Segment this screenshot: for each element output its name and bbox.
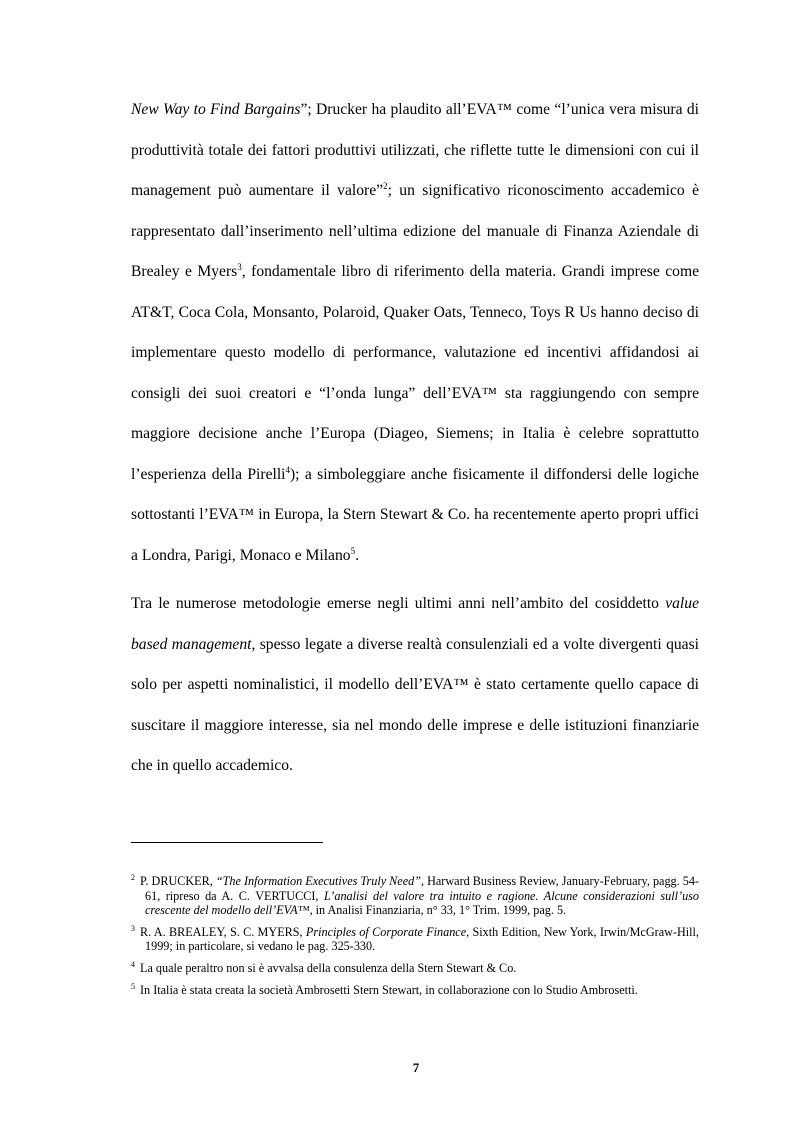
footnote-title: “The Information Executives Truly Need” xyxy=(215,874,421,888)
footnote-3 xyxy=(131,925,699,954)
footnote-text: , Harward Business Review, January-February, pagg. 54-61, ripreso da A. C. VERTUCCI, xyxy=(145,874,699,903)
footnote-separator xyxy=(131,842,323,843)
paragraph-1-text-c: , fondamentale libro di riferimento della materia. Grandi imprese come AT&T, Coca Cola, Monsanto, Polaroid, Quaker Oats, Tenneco, Toys R Us hanno deciso di implementare questo modello di performance, valutazione ed incentivi affidandosi ai consigli dei suoi creatori e “l’onda lunga” dell’EVA™ sta raggiungendo con sempre maggiore decisione anche l’Europa (Diageo, Siemens; in Italia è celebre soprattutto l’esperienza della Pirelli xyxy=(131,263,699,483)
footnote-title: L’analisi del valore tra intuito e ragione. Alcune considerazioni sull’uso crescente del modello dell’EVA™ xyxy=(145,888,699,918)
footnote-number: 5 xyxy=(131,981,135,991)
paragraph-1 xyxy=(131,90,699,576)
footnote-2 xyxy=(131,874,699,918)
footnote-number: 2 xyxy=(131,873,135,882)
footnote-number: 3 xyxy=(131,923,135,933)
footnote-ref-3[interactable]: 3 xyxy=(237,262,242,272)
paragraph-1-text-e: . xyxy=(355,546,359,564)
paragraph-2 xyxy=(131,584,699,787)
footnote-ref-4[interactable]: 4 xyxy=(285,464,290,475)
footnote-4 xyxy=(131,961,699,976)
paragraph-1-title: New Way to Find Bargains xyxy=(131,101,301,118)
main-text xyxy=(131,90,699,787)
footnotes xyxy=(131,874,699,1004)
paragraph-1-text-b: ; un significativo riconoscimento accademico è rappresentato dall’inserimento nell’ultima edizione del manuale di Finanza Aziendale di Brealey e Myers xyxy=(131,182,700,280)
footnote-5 xyxy=(131,983,699,998)
page-number: 7 xyxy=(412,1060,420,1075)
footnote-text: , in Analisi Finanziaria, n° 33, 1° Trim. 1999, pag. 5. xyxy=(309,903,567,918)
footnote-number: 4 xyxy=(131,959,135,969)
footnote-ref-5[interactable]: 5 xyxy=(350,545,356,556)
footnote-text: P. DRUCKER, xyxy=(140,874,216,888)
paragraph-2-term: value based management xyxy=(131,595,699,653)
footnote-ref-2[interactable]: 2 xyxy=(383,181,388,191)
footnote-text: , Sixth Edition, New York, Irwin/McGraw-Hill, 1999; in particolare, si vedano le pag. 325-330. xyxy=(145,924,699,954)
paragraph-1-text-d: ); a simboleggiare anche fisicamente il diffondersi delle logiche sottostanti l’EVA™ in Europa, la Stern Stewart & Co. ha recentemente aperto propri uffici a Londra, Parigi, Monaco e Milano xyxy=(131,465,699,564)
paragraph-2-text-b: , spesso legate a diverse realtà consulenziali ed a volte divergenti quasi solo per aspetti nominalistici, il modello dell’EVA™ è stato certamente quello capace di suscitare il maggiore interesse, sia nel mondo delle imprese e delle istituzioni finanziarie che in quello accademico. xyxy=(131,635,699,774)
paragraph-1-text-a: ”; Drucker ha plaudito all’EVA™ come “l’unica vera misura di produttività totale dei fattori produttivi utilizzati, che riflette tutte le dimensioni con cui il management può aumentare il valore” xyxy=(131,101,699,199)
footnote-text: R. A. BREALEY, S. C. MYERS, xyxy=(140,924,306,939)
footnote-title: Principles of Corporate Finance xyxy=(305,924,467,939)
footnote-text: La quale peraltro non si è avvalsa della consulenza della Stern Stewart & Co. xyxy=(140,960,517,975)
footnote-text: In Italia è stata creata la società Ambrosetti Stern Stewart, in collaborazione con lo Studio Ambrosetti. xyxy=(140,982,638,997)
paragraph-2-text-a: Tra le numerose metodologie emerse negli ultimi anni nell’ambito del cosiddetto xyxy=(131,595,666,612)
